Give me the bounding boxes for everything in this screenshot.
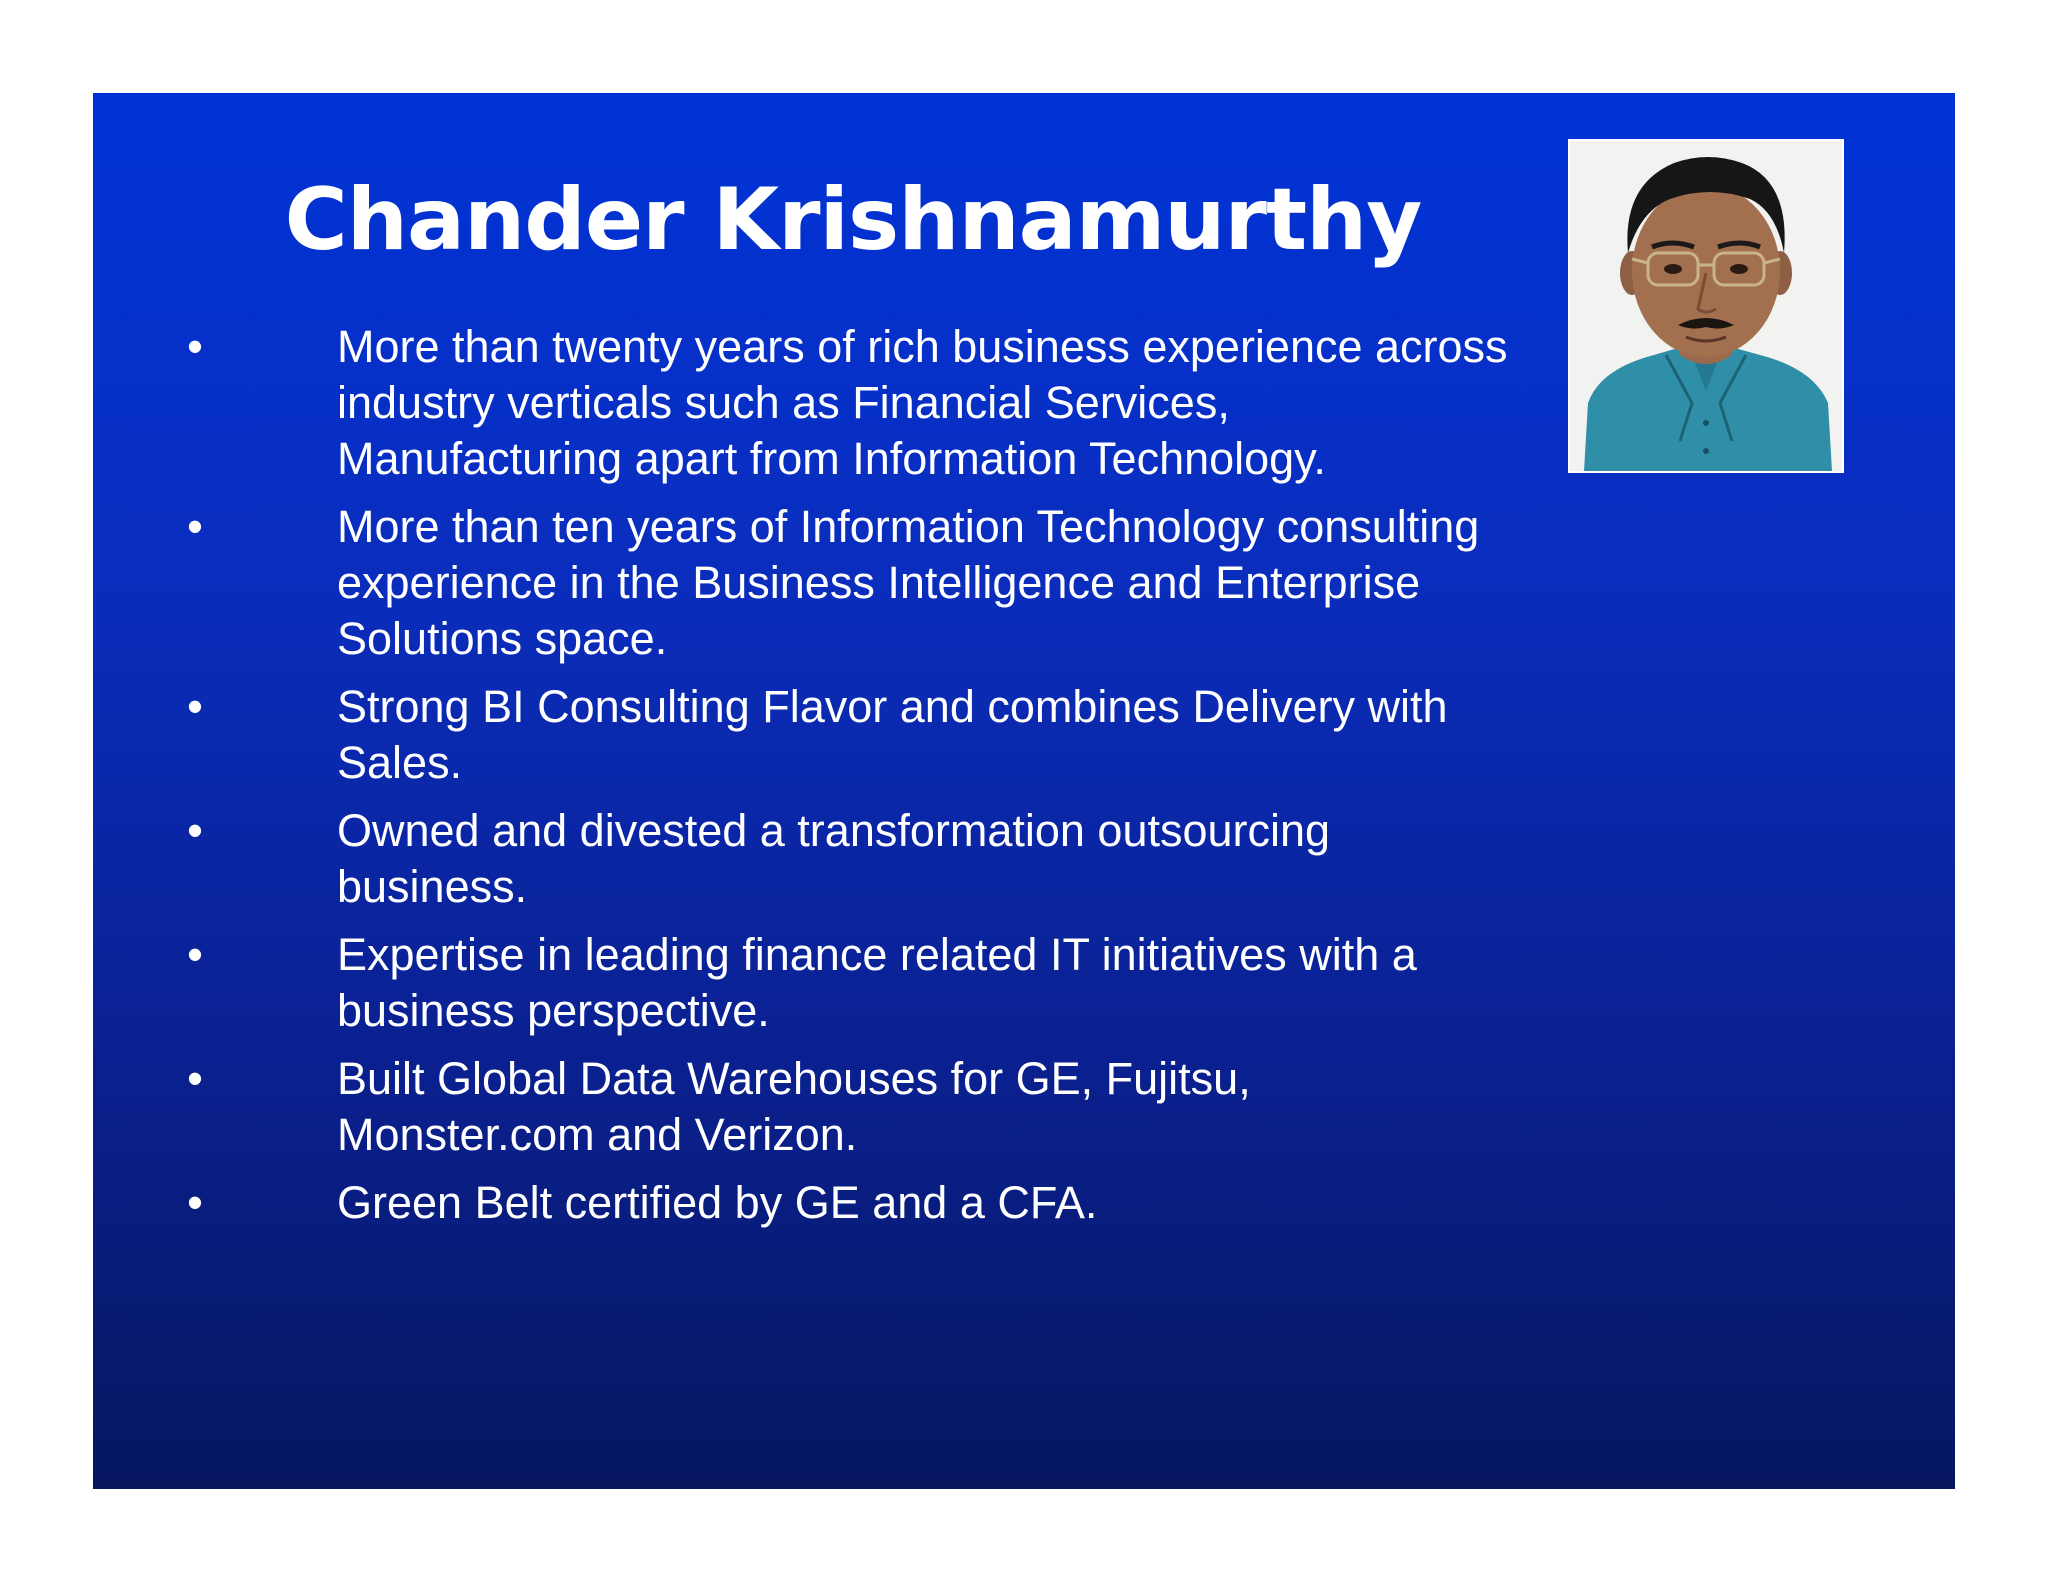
bullet-text: Owned and divested a transformation outsourcing business. <box>337 805 1331 912</box>
bullet-dot: • <box>187 321 203 372</box>
bullet-item <box>175 1051 1515 1163</box>
bullet-text: More than twenty years of rich business experience across industry verticals such as Financial Services, Manufacturing apart from Information Technology. <box>337 321 1508 484</box>
bullet-text: Strong BI Consulting Flavor and combines Delivery with Sales. <box>337 681 1448 788</box>
bullet-text: Built Global Data Warehouses for GE, Fujitsu, Monster.com and Verizon. <box>337 1053 1251 1160</box>
portrait-illustration <box>1570 141 1842 471</box>
bullet-item <box>175 803 1515 915</box>
bullet-item <box>175 679 1515 791</box>
portrait-photo-icon <box>1568 139 1844 473</box>
bullet-dot: • <box>187 1177 203 1228</box>
slide <box>93 93 1955 1489</box>
bullet-dot: • <box>187 929 203 980</box>
bullet-dot: • <box>187 501 203 552</box>
bullet-text: More than ten years of Information Technology consulting experience in the Business Intelligence and Enterprise Solutions space. <box>337 501 1480 664</box>
slide-title: Chander Krishnamurthy <box>284 170 1422 270</box>
bullet-item <box>175 927 1515 1039</box>
bullet-item <box>175 499 1515 667</box>
bullet-item <box>175 1175 1515 1231</box>
bullet-item <box>175 319 1515 487</box>
bullet-dot: • <box>187 805 203 856</box>
bullet-dot: • <box>187 1053 203 1104</box>
bullet-dot: • <box>187 681 203 732</box>
bullet-text: Expertise in leading finance related IT initiatives with a business perspective. <box>337 929 1417 1036</box>
bullet-list <box>175 319 1515 1243</box>
bullet-text: Green Belt certified by GE and a CFA. <box>337 1177 1098 1228</box>
